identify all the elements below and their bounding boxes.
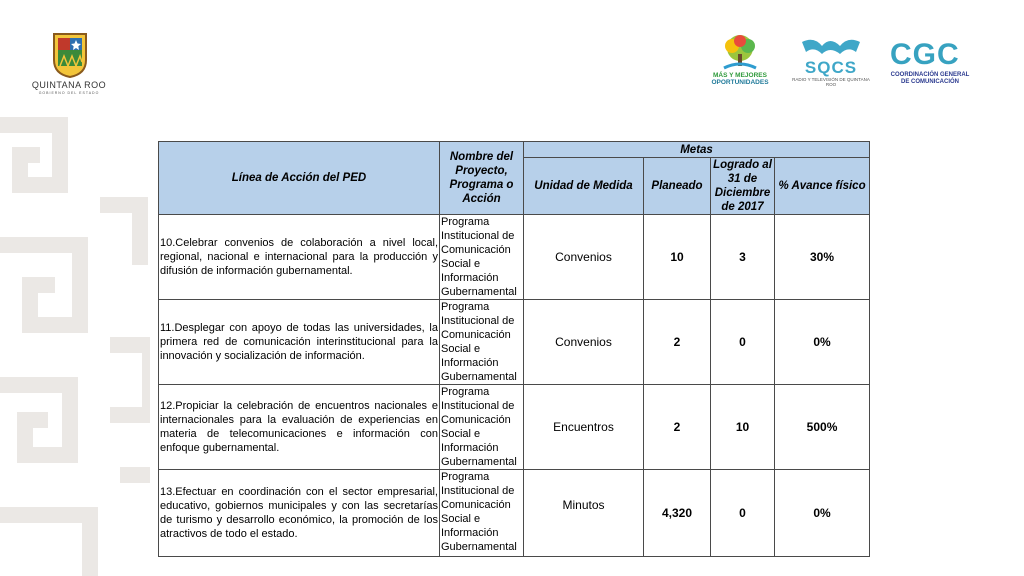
header-logrado: Logrado al 31 de Diciembre de 2017 xyxy=(711,158,775,215)
header-metas: Metas xyxy=(524,142,870,158)
cell-avance: 30% xyxy=(775,215,870,300)
cell-unidad: Convenios xyxy=(524,215,644,300)
cgc-logo xyxy=(880,40,980,88)
sqcs-wordmark: SQCS xyxy=(804,58,858,77)
cell-logrado: 0 xyxy=(711,470,775,557)
tree-icon xyxy=(720,34,760,72)
cgc-subtitle xyxy=(880,72,980,86)
cell-logrado: 3 xyxy=(711,215,775,300)
cgc-subtitle-line-1: COORDINACIÓN GENERAL xyxy=(890,72,970,78)
mas-oportunidades-logo xyxy=(704,34,776,94)
header-planeado: Planeado xyxy=(644,158,711,215)
ped-goals-table xyxy=(158,141,870,557)
cell-programa: Programa Institucional de Comunicación Social e Información Gubernamental xyxy=(440,470,524,557)
table-row xyxy=(159,385,870,470)
cgc-subtitle-line-2: DE COMUNICACIÓN xyxy=(901,79,959,85)
state-seal-icon xyxy=(50,30,90,78)
cell-planeado: 10 xyxy=(644,215,711,300)
cell-programa: Programa Institucional de Comunicación Social e Información Gubernamental xyxy=(440,215,524,300)
cell-planeado: 2 xyxy=(644,300,711,385)
cgc-wordmark: CGC xyxy=(890,38,960,71)
cell-avance: 500% xyxy=(775,385,870,470)
header-unidad-medida: Unidad de Medida xyxy=(524,158,644,215)
cell-avance: 0% xyxy=(775,300,870,385)
cell-programa: Programa Institucional de Comunicación Social e Información Gubernamental xyxy=(440,300,524,385)
cell-linea: 12.Propiciar la celebración de encuentros nacionales e internacionales para la evaluación de experiencias en materia de telecomunicaciones e información con enfoque gubernamental. xyxy=(159,385,440,470)
cell-linea: 10.Celebrar convenios de colaboración a nivel local, regional, nacional e internacional para la producción y difusión de información gubernamental. xyxy=(159,215,440,300)
cell-planeado: 4,320 xyxy=(644,470,711,557)
sqcs-logo xyxy=(792,36,870,94)
cell-linea: 13.Efectuar en coordinación con el sector empresarial, educativo, gobiernos municipales y con las secretarías de turismo y desarrollo económico, la promoción de los atractivos de todo el estado. xyxy=(159,470,440,557)
background-fret-pattern xyxy=(0,95,150,576)
cell-programa: Programa Institucional de Comunicación Social e Información Gubernamental xyxy=(440,385,524,470)
cell-logrado: 10 xyxy=(711,385,775,470)
cell-linea: 11.Desplegar con apoyo de todas las universidades, la primera red de comunicación interinstitucional para la innovación y socialización de información. xyxy=(159,300,440,385)
header-linea-accion: Línea de Acción del PED xyxy=(159,142,440,215)
table-row xyxy=(159,470,870,557)
table-row xyxy=(159,300,870,385)
quintana-roo-tagline: GOBIERNO DEL ESTADO xyxy=(38,91,100,95)
cell-logrado: 0 xyxy=(711,300,775,385)
cell-unidad: Minutos xyxy=(524,470,644,557)
header-avance: % Avance físico xyxy=(775,158,870,215)
cell-unidad: Convenios xyxy=(524,300,644,385)
cell-avance: 0% xyxy=(775,470,870,557)
mas-line-1: MÁS Y MEJORES xyxy=(713,72,767,79)
quintana-roo-wordmark: QUINTANA ROO xyxy=(31,80,107,90)
table-row xyxy=(159,215,870,300)
cell-planeado: 2 xyxy=(644,385,711,470)
header-nombre-proyecto: Nombre del Proyecto, Programa o Acción xyxy=(440,142,524,215)
sqcs-subtitle: RADIO Y TELEVISIÓN DE QUINTANA ROO xyxy=(792,77,870,87)
mas-oportunidades-text xyxy=(704,72,776,86)
cell-unidad: Encuentros xyxy=(524,385,644,470)
mas-line-2: OPORTUNIDADES xyxy=(711,79,769,86)
quintana-roo-logo xyxy=(28,30,110,96)
